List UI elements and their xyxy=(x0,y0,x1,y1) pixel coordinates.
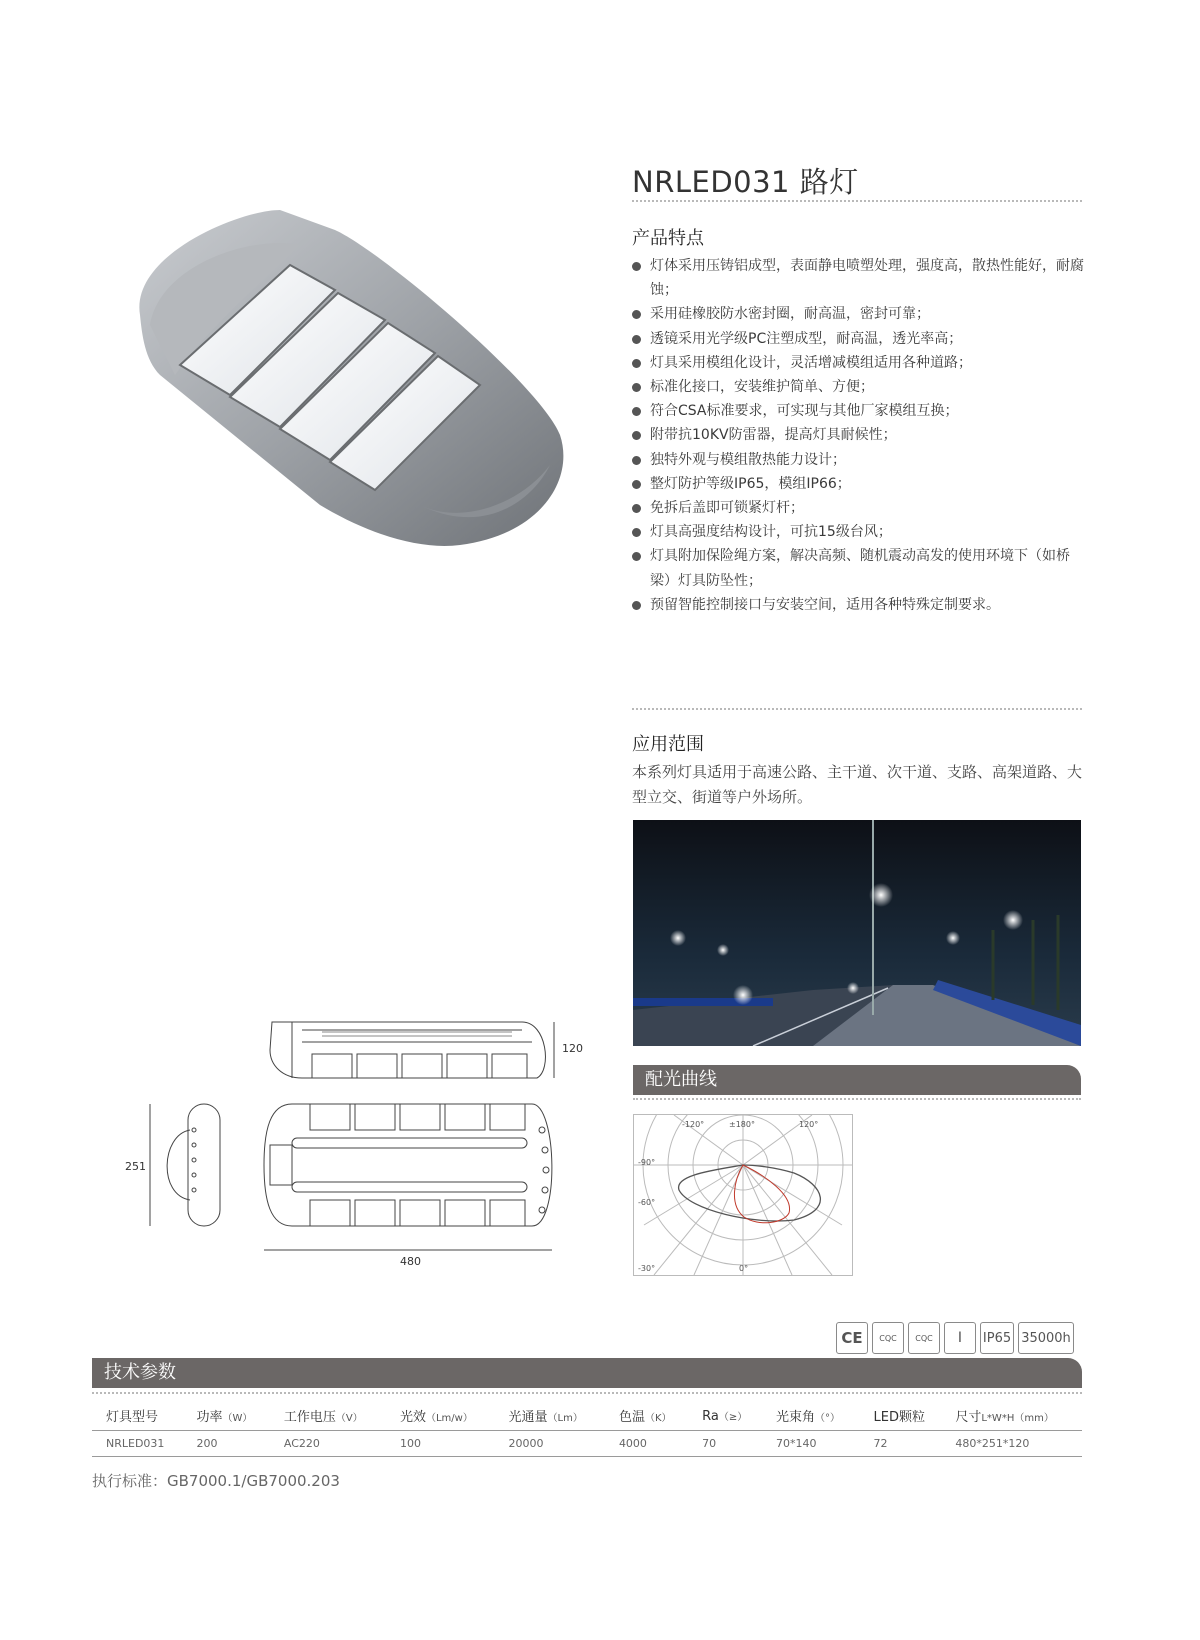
application-photo xyxy=(633,820,1081,1046)
features-list xyxy=(632,254,1084,617)
table-header-row xyxy=(92,1399,1082,1431)
column-header: 功率（W） xyxy=(183,1399,270,1431)
standard-text: 执行标准：GB7000.1/GB7000.203 xyxy=(92,1472,340,1490)
column-header: 灯具型号 xyxy=(92,1399,183,1431)
side-view-drawing xyxy=(262,1010,562,1090)
feature-item: 灯体采用压铸铝成型，表面静电喷塑处理，强度高，散热性能好，耐腐蚀； xyxy=(632,254,1084,302)
polar-label-bottom-left: -30° xyxy=(638,1264,656,1273)
feature-item: 灯具采用模组化设计，灵活增减模组适用各种道路； xyxy=(632,351,1084,375)
polar-diagram xyxy=(633,1114,853,1276)
table-row xyxy=(92,1431,1082,1457)
title-divider xyxy=(632,200,1082,202)
feature-item: 采用硅橡胶防水密封圈，耐高温，密封可靠； xyxy=(632,302,1084,326)
features-heading: 产品特点 xyxy=(632,228,704,249)
product-image xyxy=(120,205,600,555)
table-cell: 200 xyxy=(183,1431,270,1457)
top-view-drawing xyxy=(262,1100,562,1260)
table-cell: 70*140 xyxy=(762,1431,860,1457)
feature-item: 透镜采用光学级PC注塑成型，耐高温，透光率高； xyxy=(632,327,1084,351)
light-curve-heading: 配光曲线 xyxy=(633,1065,1081,1095)
dimension-height-label: 120 xyxy=(562,1042,583,1055)
feature-item: 附带抗10KV防雷器，提高灯具耐候性； xyxy=(632,423,1084,447)
lifetime-badge: 35000h xyxy=(1018,1322,1074,1354)
polar-label-left-60: -60° xyxy=(638,1198,656,1207)
tech-params-table xyxy=(92,1399,1082,1457)
class-one-icon: Ⅰ xyxy=(944,1322,976,1354)
table-cell: 20000 xyxy=(495,1431,605,1457)
column-header: 工作电压（V） xyxy=(270,1399,386,1431)
feature-item: 独特外观与模组散热能力设计； xyxy=(632,448,1084,472)
feature-item: 免拆后盖即可锁紧灯杆； xyxy=(632,496,1084,520)
end-view-drawing xyxy=(146,1100,226,1230)
tech-params-divider xyxy=(92,1392,1082,1394)
table-cell: 4000 xyxy=(605,1431,688,1457)
dimension-length-label: 480 xyxy=(400,1255,421,1268)
ip65-badge: IP65 xyxy=(980,1322,1014,1354)
ccc-mark-icon: CQC xyxy=(908,1322,940,1354)
feature-item: 整灯防护等级IP65，模组IP66； xyxy=(632,472,1084,496)
ce-mark-icon: CE xyxy=(836,1322,868,1354)
cqc-mark-icon: CQC xyxy=(872,1322,904,1354)
table-cell: 72 xyxy=(860,1431,942,1457)
application-divider xyxy=(632,708,1082,710)
application-description: 本系列灯具适用于高速公路、主干道、次干道、支路、高架道路、大型立交、街道等户外场所。 xyxy=(632,763,1083,806)
application-heading: 应用范围 xyxy=(632,734,704,755)
column-header: 色温（K） xyxy=(605,1399,688,1431)
dimension-width-label: 251 xyxy=(125,1160,146,1173)
feature-item: 符合CSA标准要求，可实现与其他厂家模组互换； xyxy=(632,399,1084,423)
column-header: LED颗粒 xyxy=(860,1399,942,1431)
column-header: Ra（≥） xyxy=(688,1399,762,1431)
feature-item: 灯具高强度结构设计，可抗15级台风； xyxy=(632,520,1084,544)
polar-label-bottom-center: 0° xyxy=(739,1264,749,1273)
table-cell: 480*251*120 xyxy=(941,1431,1082,1457)
feature-item: 灯具附加保险绳方案，解决高频、随机震动高发的使用环境下（如桥梁）灯具防坠性； xyxy=(632,544,1084,592)
column-header: 尺寸L*W*H（mm） xyxy=(941,1399,1082,1431)
product-title: NRLED031 路灯 xyxy=(632,165,859,199)
table-cell: AC220 xyxy=(270,1431,386,1457)
column-header: 光效（Lm/w） xyxy=(386,1399,495,1431)
tech-params-heading: 技术参数 xyxy=(92,1358,1082,1388)
polar-label-top-right: 120° xyxy=(799,1120,819,1129)
polar-label-top-left: -120° xyxy=(682,1120,705,1129)
table-cell: 100 xyxy=(386,1431,495,1457)
column-header: 光束角（°） xyxy=(762,1399,860,1431)
table-cell: NRLED031 xyxy=(92,1431,183,1457)
polar-label-left-90: -90° xyxy=(638,1158,656,1167)
column-header: 光通量（Lm） xyxy=(495,1399,605,1431)
feature-item: 预留智能控制接口与安装空间，适用各种特殊定制要求。 xyxy=(632,593,1084,617)
table-cell: 70 xyxy=(688,1431,762,1457)
feature-item: 标准化接口，安装维护简单、方便； xyxy=(632,375,1084,399)
polar-label-top-center: ±180° xyxy=(729,1120,755,1129)
light-curve-divider xyxy=(633,1098,1081,1100)
